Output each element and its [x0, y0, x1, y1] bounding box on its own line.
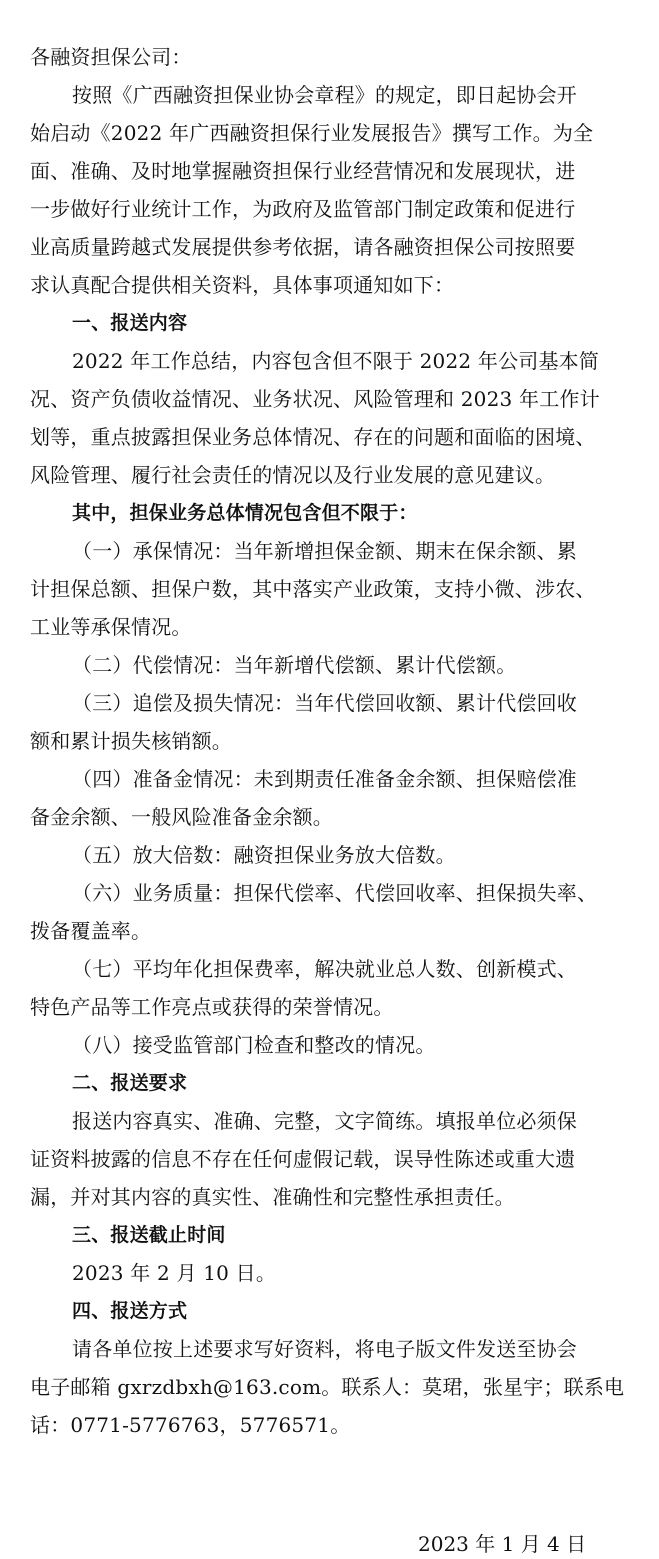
section-heading-method: 四、报送方式: [72, 1300, 188, 1322]
body-line: 况、资产负债收益情况、业务状况、风险管理和 2023 年工作计: [30, 387, 600, 411]
body-line: 报送内容真实、准确、完整，文字简练。填报单位必须保: [72, 1109, 577, 1133]
contact-phone-line: 话：0771-5776763，5776571。: [30, 1413, 351, 1437]
list-item-line: （一）承保情况：当年新增担保金额、期末在保余额、累: [72, 539, 577, 563]
intro-line: 始启动《2022 年广西融资担保行业发展报告》撰写工作。为全: [30, 121, 594, 145]
section-heading-requirements: 二、报送要求: [72, 1072, 188, 1094]
list-item-line: （二）代偿情况：当年新增代偿额、累计代偿额。: [72, 653, 517, 677]
section-heading-deadline: 三、报送截止时间: [72, 1224, 226, 1246]
body-line: 2022 年工作总结，内容包含但不限于 2022 年公司基本简: [72, 349, 600, 373]
section-heading-content: 一、报送内容: [72, 312, 188, 334]
list-item-line: 额和累计损失核销额。: [30, 729, 232, 753]
document-date: 2023 年 1 月 4 日: [418, 1532, 587, 1556]
intro-line: 面、准确、及时地掌握融资担保行业经营情况和发展现状，进: [30, 159, 576, 183]
list-item-line: 拨备覆盖率。: [30, 919, 152, 943]
list-item-line: （八）接受监管部门检查和整改的情况。: [72, 1033, 436, 1057]
body-line: 请各单位按上述要求写好资料，将电子版文件发送至协会: [72, 1337, 577, 1361]
intro-line: 求认真配合提供相关资料，具体事项通知如下：: [30, 273, 455, 297]
list-item-line: 工业等承保情况。: [30, 615, 192, 639]
contact-email-line: 电子邮箱 gxrzdbxh@163.com。联系人：莫珺，张星宇；联系电: [30, 1375, 625, 1399]
intro-line: 业高质量跨越式发展提供参考依据，请各融资担保公司按照要: [30, 235, 576, 259]
intro-line: 一步做好行业统计工作，为政府及监管部门制定政策和促进行: [30, 197, 576, 221]
list-item-line: 计担保总额、担保户数，其中落实产业政策，支持小微、涉农、: [30, 577, 596, 601]
notice-document: [30, 38, 630, 1444]
subheading-guarantee-overview: 其中，担保业务总体情况包含但不限于：: [72, 502, 418, 524]
body-line: 证资料披露的信息不存在任何虚假记载，误导性陈述或重大遗: [30, 1147, 576, 1171]
list-item-line: （六）业务质量：担保代偿率、代偿回收率、担保损失率、: [72, 881, 598, 905]
list-item-line: 备金余额、一般风险准备金余额。: [30, 805, 333, 829]
deadline-date: 2023 年 2 月 10 日。: [72, 1261, 277, 1285]
list-item-line: 特色产品等工作亮点或获得的荣誉情况。: [30, 995, 394, 1019]
list-item-line: （五）放大倍数：融资担保业务放大倍数。: [72, 843, 456, 867]
list-item-line: （七）平均年化担保费率，解决就业总人数、创新模式、: [72, 957, 577, 981]
body-line: 漏，并对其内容的真实性、准确性和完整性承担责任。: [30, 1185, 515, 1209]
salutation: 各融资担保公司：: [30, 45, 192, 69]
body-line: 划等，重点披露担保业务总体情况、存在的问题和面临的困境、: [30, 425, 596, 449]
body-line: 风险管理、履行社会责任的情况以及行业发展的意见建议。: [30, 463, 556, 487]
list-item-line: （三）追偿及损失情况：当年代偿回收额、累计代偿回收: [72, 691, 577, 715]
intro-line: 按照《广西融资担保业协会章程》的规定，即日起协会开: [72, 83, 577, 107]
list-item-line: （四）准备金情况：未到期责任准备金余额、担保赔偿准: [72, 767, 577, 791]
